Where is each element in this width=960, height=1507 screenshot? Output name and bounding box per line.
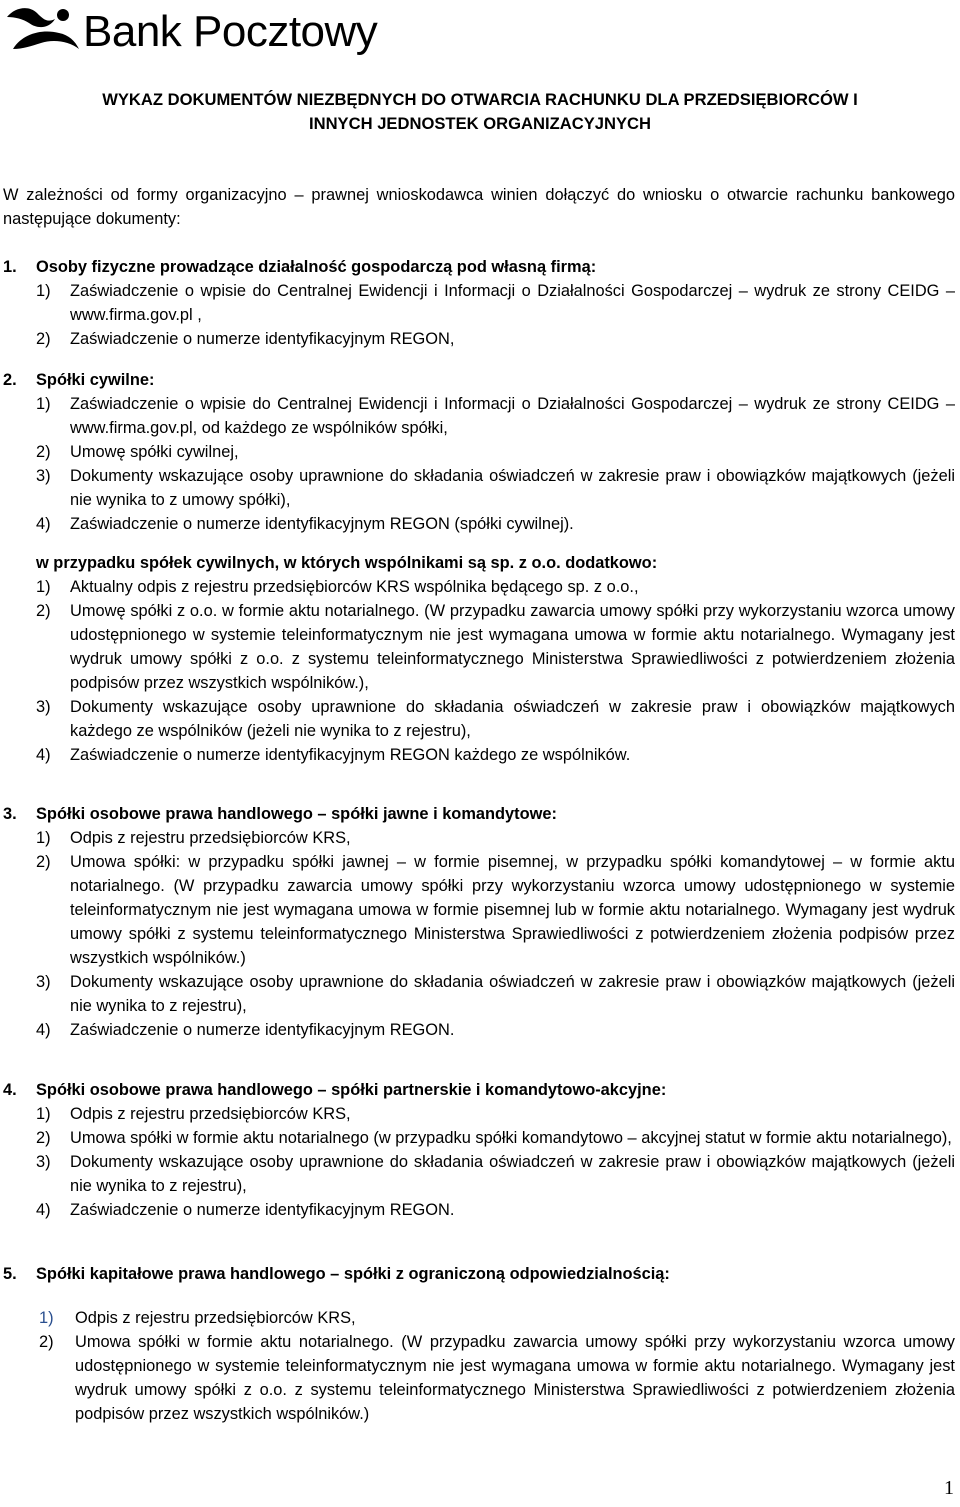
item-number: 2) [36, 330, 51, 348]
item-text: Zaświadczenie o wpisie do Centralnej Ewidencji i Informacji o Działalności Gospodarczej – wydruk ze strony CEIDG – www.firma.gov.pl , [70, 282, 955, 324]
bank-logo [3, 2, 377, 62]
item-text: Zaświadczenie o numerze identyfikacyjnym REGON. [70, 1201, 455, 1219]
item-text: Zaświadczenie o numerze identyfikacyjnym REGON. [70, 1021, 455, 1039]
section-number: 2. [3, 371, 17, 389]
list-item [3, 826, 955, 850]
item-text: Odpis z rejestru przedsiębiorców KRS, [75, 1309, 356, 1327]
section-heading [3, 368, 955, 392]
item-text: Odpis z rejestru przedsiębiorców KRS, [70, 829, 351, 847]
item-number: 1) [36, 395, 51, 413]
item-text: Dokumenty wskazujące osoby uprawnione do składania oświadczeń w zakresie praw i obowiązków majątkowych (jeżeli nie wynika to z rejestru), [70, 973, 955, 1015]
item-number: 2) [36, 853, 51, 871]
item-text: Zaświadczenie o wpisie do Centralnej Ewidencji i Informacji o Działalności Gospodarczej – wydruk ze strony CEIDG – www.firma.gov.pl, od każdego ze wspólników spółki, [70, 395, 955, 437]
item-number: 3) [36, 698, 51, 716]
item-text: Umowę spółki z o.o. w formie aktu notarialnego. (W przypadku zawarcia umowy spółki przy wykorzystaniu wzorca umowy udostępnionego w systemie teleinformatycznym nie jest wymagana umowa w formie aktu notarialnego. Wymagany jest wydruk umowy spółki z o.o. z systemu teleinformatycznego Ministerstwa Sprawiedliwości z potwierdzeniem złożenia podpisów przez wszystkich wspólników.), [70, 602, 955, 692]
brand-name: Bank Pocztowy [83, 7, 378, 56]
list-item [3, 695, 955, 743]
item-text: Odpis z rejestru przedsiębiorców KRS, [70, 1105, 351, 1123]
item-text: Umowa spółki w formie aktu notarialnego. (W przypadku zawarcia umowy spółki przy wykorzystaniu wzorca umowy udostępnionego w systemie teleinformatycznym nie jest wymagana umowa w formie aktu notarialnego. Wymagany jest wydruk umowy spółki z o.o. z systemu teleinformatycznego Ministerstwa Sprawiedliwości z potwierdzeniem złożenia podpisów przez wszystkich wspólników.) [75, 1333, 955, 1423]
item-number: 4) [36, 515, 51, 533]
list-item [3, 850, 955, 970]
document-list [3, 826, 955, 1042]
item-number: 4) [36, 1021, 51, 1039]
section-5 [3, 1262, 955, 1426]
section-4 [3, 1078, 955, 1222]
section-2 [3, 368, 955, 536]
page-number: 1 [944, 1477, 954, 1499]
document-list [3, 1102, 955, 1222]
item-number: 4) [36, 1201, 51, 1219]
list-item [3, 743, 955, 767]
section-number: 5. [3, 1265, 17, 1283]
section-2-subsection [3, 551, 955, 767]
section-title: Spółki kapitałowe prawa handlowego – spółki z ograniczoną odpowiedzialnością: [36, 1265, 670, 1283]
section-number: 3. [3, 805, 17, 823]
list-item [3, 599, 955, 695]
item-text: Zaświadczenie o numerze identyfikacyjnym REGON każdego ze wspólników. [70, 746, 631, 764]
item-number: 1) [36, 282, 51, 300]
section-heading [3, 802, 955, 826]
list-item [3, 279, 955, 327]
subsection-heading: w przypadku spółek cywilnych, w których wspólnikami są sp. z o.o. dodatkowo: [36, 554, 658, 572]
document-list [3, 1306, 955, 1330]
list-item [3, 970, 955, 1018]
title-line-2: INNYCH JEDNOSTEK ORGANIZACYJNYCH [308, 114, 652, 133]
list-item [3, 1330, 955, 1426]
list-item [3, 392, 955, 440]
list-item [3, 512, 955, 536]
list-item [3, 440, 955, 464]
item-text: Aktualny odpis z rejestru przedsiębiorców KRS wspólnika będącego sp. z o.o., [70, 578, 639, 596]
item-number: 1) [36, 829, 51, 847]
bird-swoosh-icon [3, 3, 81, 61]
list-item [3, 1018, 955, 1042]
item-text: Dokumenty wskazujące osoby uprawnione do składania oświadczeń w zakresie praw i obowiązków majątkowych (jeżeli nie wynika to z rejestru), [70, 1153, 955, 1195]
list-item [3, 1102, 955, 1126]
item-text: Dokumenty wskazujące osoby uprawnione do składania oświadczeń w zakresie praw i obowiązków majątkowych (jeżeli nie wynika to z umowy spółki), [70, 467, 955, 509]
list-item [3, 1126, 955, 1150]
list-item [3, 464, 955, 512]
item-number: 3) [36, 973, 51, 991]
intro-paragraph: W zależności od formy organizacyjno – prawnej wnioskodawca winien dołączyć do wniosku o otwarcie rachunku bankowego następujące dokumenty: [3, 186, 955, 228]
section-heading [3, 1262, 955, 1286]
item-number: 3) [36, 1153, 51, 1171]
section-number: 1. [3, 258, 17, 276]
section-title: Spółki osobowe prawa handlowego – spółki jawne i komandytowe: [36, 805, 557, 823]
section-heading [3, 255, 955, 279]
section-number: 4. [3, 1081, 17, 1099]
item-number: 3) [36, 467, 51, 485]
title-line-1: WYKAZ DOKUMENTÓW NIEZBĘDNYCH DO OTWARCIA RACHUNKU DLA PRZEDSIĘBIORCÓW I [102, 90, 858, 109]
section-title: Osoby fizyczne prowadzące działalność gospodarczą pod własną firmą: [36, 258, 597, 276]
section-title: Spółki osobowe prawa handlowego – spółki partnerskie i komandytowo-akcyjne: [36, 1081, 667, 1099]
document-list [3, 1330, 955, 1426]
item-number: 2) [39, 1333, 54, 1351]
document-list [3, 575, 955, 767]
item-number: 2) [36, 1129, 51, 1147]
list-item [3, 1306, 955, 1330]
list-item [3, 327, 955, 351]
item-number: 1) [36, 1105, 51, 1123]
item-text: Zaświadczenie o numerze identyfikacyjnym REGON (spółki cywilnej). [70, 515, 574, 533]
item-text: Zaświadczenie o numerze identyfikacyjnym REGON, [70, 330, 455, 348]
section-3 [3, 802, 955, 1042]
list-item [3, 1150, 955, 1198]
section-title: Spółki cywilne: [36, 371, 155, 389]
document-title [0, 88, 960, 136]
item-number: 2) [36, 602, 51, 620]
item-number: 1) [36, 578, 51, 596]
section-1 [3, 255, 955, 351]
item-text: Umowa spółki: w przypadku spółki jawnej – w formie pisemnej, w przypadku spółki komandytowej – w formie aktu notarialnego. (W przypadku zawarcia umowy spółki przy wykorzystaniu wzorca umowy udostępnionego w systemie teleinformatycznym nie jest wymagana umowa w formie pisemnej lub w formie aktu notarialnego. Wymagany jest wydruk umowy spółki z systemu teleinformatycznego Ministerstwa Sprawiedliwości z potwierdzeniem złożenia podpisów przez wszystkich wspólników.) [70, 853, 955, 967]
document-list [3, 392, 955, 536]
item-text: Umowę spółki cywilnej, [70, 443, 239, 461]
list-item [3, 575, 955, 599]
list-item [3, 1198, 955, 1222]
document-list [3, 279, 955, 351]
section-heading [3, 1078, 955, 1102]
item-number: 4) [36, 746, 51, 764]
item-text: Dokumenty wskazujące osoby uprawnione do składania oświadczeń w zakresie praw i obowiązków majątkowych każdego ze wspólników (jeżeli nie wynika to z rejestru), [70, 698, 955, 740]
item-number: 1) [39, 1309, 54, 1327]
item-text: Umowa spółki w formie aktu notarialnego (w przypadku spółki komandytowo – akcyjnej statut w formie aktu notarialnego), [70, 1129, 952, 1147]
item-number: 2) [36, 443, 51, 461]
